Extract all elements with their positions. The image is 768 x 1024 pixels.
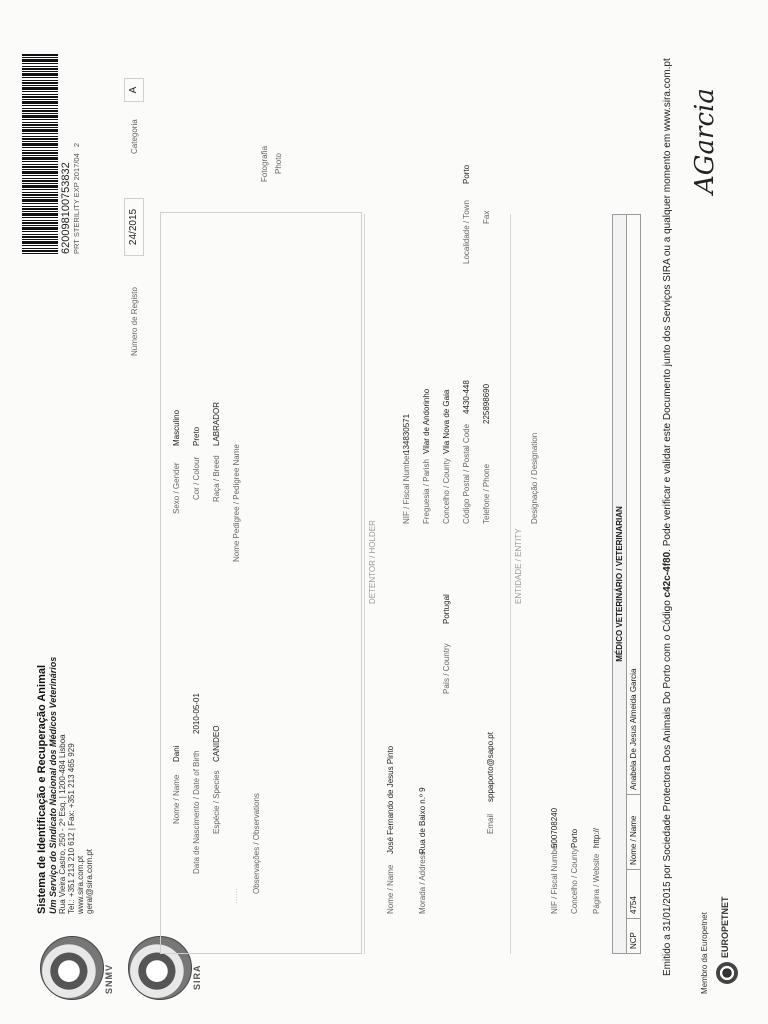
- footer-text-before: Emitido a 31/01/2015 por Sociedade Protectora Dos Animais Do Porto com o Código: [662, 600, 673, 976]
- holder-email-label: Email: [486, 813, 495, 834]
- barcode-caption: [72, 54, 81, 254]
- entity-designation-label: Designação / Designation: [530, 432, 539, 524]
- animal-colour-label: Cor / Colour: [192, 456, 201, 500]
- sira-logo-text: SIRA: [192, 964, 202, 990]
- category-label: Categoria: [130, 119, 139, 154]
- holder-section-title: DETENTOR / HOLDER: [368, 520, 377, 604]
- animal-section: [160, 212, 362, 954]
- snmv-logo-text: SNMV: [104, 963, 114, 994]
- vet-signature: AGarcia: [690, 88, 720, 194]
- barcode-image: [22, 54, 58, 254]
- vet-data-row: [627, 215, 641, 954]
- footer-text-after: . Pode verificar e validar este Documento junto dos Serviços SIRA ou a qualquer momento em www.sira.com.pt: [662, 58, 673, 552]
- europetnet-logo-text: EUROPETNET: [720, 896, 730, 958]
- holder-county-value: Vila Nova de Gaia: [442, 389, 451, 454]
- header-email: geral@sira.com.pt: [85, 848, 94, 914]
- holder-phone-label: Telefone / Phone: [482, 463, 491, 524]
- animal-sex-value: Masculino: [172, 409, 181, 446]
- holder-email-value: sppaporto@sapo.pt: [486, 732, 495, 802]
- animal-observations-label: Observações / Observations: [252, 793, 261, 894]
- vet-section-title: MÉDICO VETERINÁRIO / VETERINARIAN: [613, 215, 627, 954]
- holder-nif-label: NIF / Fiscal Number: [402, 452, 411, 524]
- entity-county-label: Concelho / County: [570, 848, 579, 914]
- barcode-digit: 2: [72, 142, 81, 148]
- animal-species-value: CANIDEO: [212, 725, 221, 762]
- entity-county-value: Porto: [570, 828, 579, 848]
- footer-note: [662, 46, 673, 976]
- snmv-logo: [40, 936, 104, 1000]
- animal-colour-value: Preto: [192, 426, 201, 446]
- holder-parish-label: Freguesia / Parish: [422, 459, 431, 524]
- holder-divider: [364, 214, 365, 954]
- entity-nif-value: 500708240: [550, 807, 559, 848]
- holder-phone-value: 225898690: [482, 383, 491, 424]
- animal-microchip-faded: ······: [232, 888, 241, 904]
- holder-postal-value: 4430-448: [462, 380, 471, 414]
- holder-county-label: Concelho / County: [442, 458, 451, 524]
- header-website: www.sira.com.pt: [76, 855, 85, 914]
- animal-name-label: Nome / Name: [172, 774, 181, 824]
- header-phone-fax: Tel.: +351 213 210 612 | Fax: +351 213 465 929: [67, 743, 76, 914]
- animal-breed-value: LABRADOR: [212, 401, 221, 446]
- animal-name-value: Dani: [172, 745, 181, 762]
- vet-ncp-label: NCP: [627, 919, 641, 954]
- animal-birth-label: Data de Nascimento / Date of Birth: [192, 750, 201, 874]
- holder-name-label: Nome / Name: [386, 864, 395, 914]
- animal-species-label: Espécie / Species: [212, 770, 221, 834]
- vet-table: [612, 214, 641, 954]
- photo-label-pt: Fotografia: [260, 145, 269, 182]
- animal-breed-label: Raça / Breed: [212, 455, 221, 502]
- vet-name-value: Anabela De Jesus Almeida Garcia: [627, 215, 641, 795]
- photo-area: [170, 44, 370, 194]
- holder-country-label: País / Country: [442, 643, 451, 694]
- registry-label: Número de Registo: [130, 287, 139, 356]
- holder-postal-label: Código Postal / Postal Code: [462, 423, 471, 524]
- animal-birth-value: 2010-05-01: [192, 693, 201, 734]
- barcode-number: 620098100753832: [60, 162, 72, 254]
- registry-value: 24/2015: [124, 198, 144, 256]
- barcode-block: [22, 54, 92, 254]
- vet-section: [612, 214, 641, 954]
- entity-divider: [510, 214, 511, 954]
- barcode-caption-text: PRT STERILITY EXP 2017/04: [72, 153, 81, 254]
- footer-code: c42c-4f80: [662, 551, 673, 598]
- holder-fax-label: Fax: [482, 210, 491, 224]
- header-subtitle: Um Serviço do Sindicato Nacional dos Médicos Veterinários: [48, 656, 58, 914]
- vet-ncp-value: 4754: [627, 870, 641, 919]
- animal-sex-label: Sexo / Gender: [172, 462, 181, 514]
- holder-nif-value: 134830571: [402, 413, 411, 454]
- vet-name-label: Nome / Name: [627, 795, 641, 870]
- category-value: A: [124, 78, 144, 102]
- holder-parish-value: Vilar de Andorinho: [422, 388, 431, 454]
- animal-pedigree-label: Nome Pedigree / Pedigree Name: [232, 444, 241, 562]
- holder-town-label: Localidade / Town: [462, 200, 471, 264]
- header-block: [36, 394, 94, 914]
- photo-label-en: Photo: [274, 153, 283, 174]
- holder-address-label: Morada / Address: [418, 851, 427, 914]
- holder-name-value: José Fernando de Jesus Pinto: [386, 745, 395, 854]
- header-title: Sistema de Identificação e Recuperação Animal: [36, 664, 48, 914]
- header-address: Rua Vieira Castro, 250 - 2º Esq. | 1200-484 Lisboa: [58, 734, 67, 914]
- holder-country-value: Portugal: [442, 594, 451, 624]
- entity-website-label: Página / Website: [592, 853, 601, 914]
- holder-town-value: Porto: [462, 164, 471, 184]
- entity-section-title: ENTIDADE / ENTITY: [514, 528, 523, 604]
- entity-nif-label: NIF / Fiscal Number: [550, 842, 559, 914]
- holder-address-value: Rua de Baixo n.º 9: [418, 787, 427, 854]
- entity-website-value: http://: [592, 827, 601, 848]
- europetnet-logo-icon: [716, 962, 738, 984]
- vet-title-row: [613, 215, 627, 954]
- member-label: Membro da Europetnet: [700, 912, 709, 994]
